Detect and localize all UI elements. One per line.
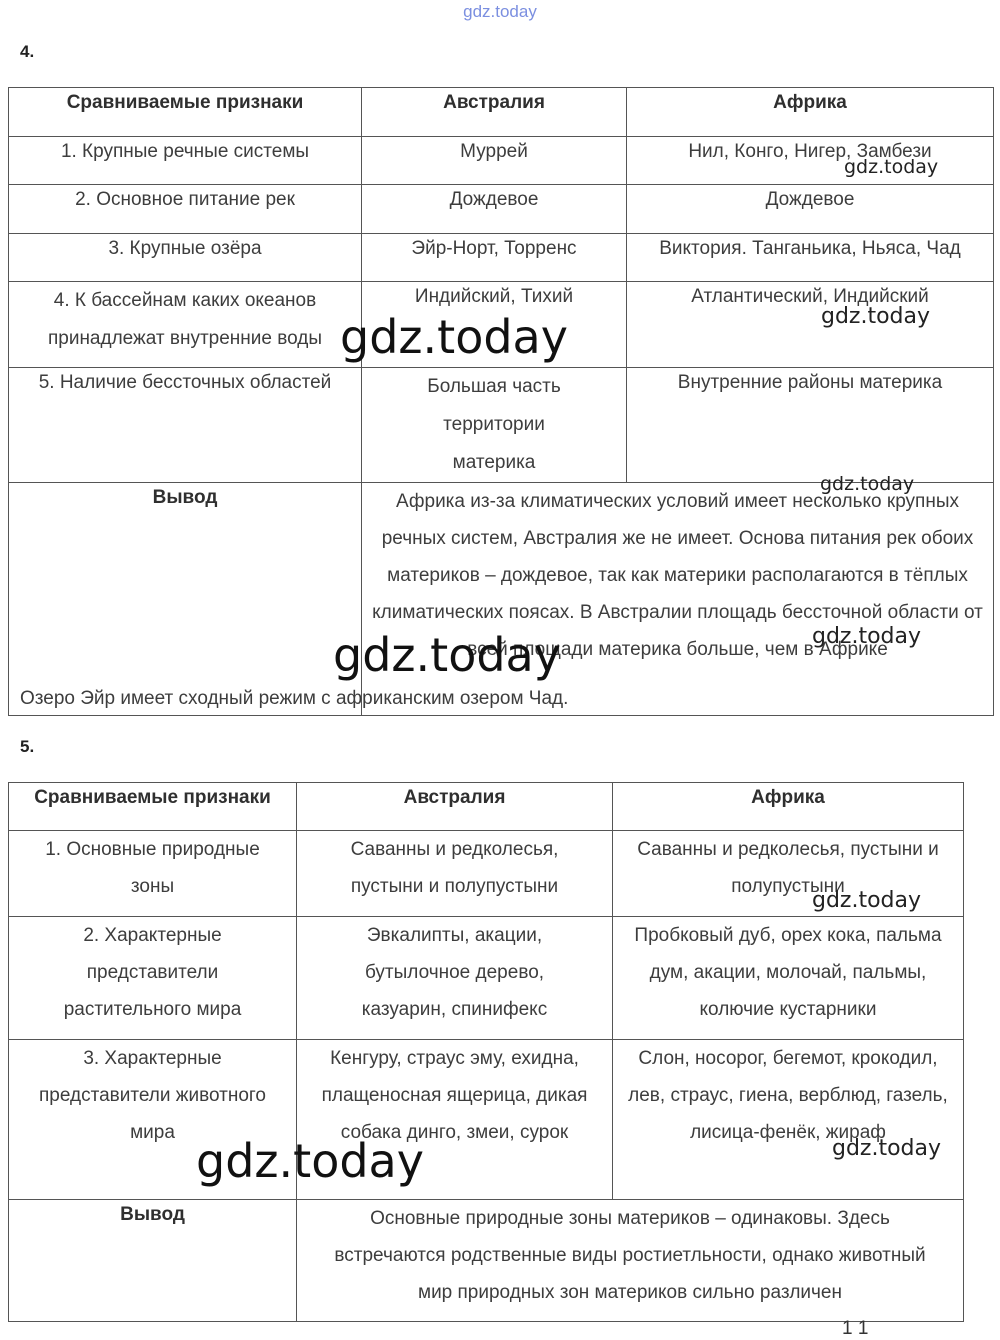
footer-fragment: 1 1 <box>842 1318 869 1339</box>
table-row <box>9 185 994 234</box>
australia-cell: Эйр-Норт, Торренс <box>362 234 627 282</box>
africa-cell: Атлантический, Индийский <box>627 282 994 368</box>
africa-cell: Виктория. Танганьика, Ньяса, Чад <box>627 234 994 282</box>
table-header-row <box>9 88 994 137</box>
column-header-feature: Сравниваемые признаки <box>9 88 362 137</box>
conclusion-label: Вывод <box>9 483 362 716</box>
task-4-table <box>8 87 994 716</box>
task-5-number: 5. <box>20 737 35 756</box>
africa-cell: Слон, носорог, бегемот, крокодил, лев, страус, гиена, верблюд, газель, лисица-фенёк, жираф <box>613 1040 964 1200</box>
watermark-small: gdz.today <box>820 473 915 495</box>
australia-cell: Дождевое <box>362 185 627 234</box>
africa-cell: Нил, Конго, Нигер, Замбези <box>627 137 994 185</box>
column-header-africa: Африка <box>613 783 964 831</box>
watermark-small: gdz.today <box>832 1136 942 1161</box>
australia-cell: Кенгуру, страус эму, ехидна, плащеносная ящерица, дикая собака динго, змеи, сурок <box>297 1040 613 1200</box>
africa-cell: Дождевое <box>627 185 994 234</box>
task-4-number: 4. <box>20 42 35 61</box>
australia-cell: Эвкалипты, акации, бутылочное дерево, казуарин, спинифекс <box>297 917 613 1040</box>
task-4-note: Озеро Эйр имеет сходный режим с африканским озером Чад. <box>20 688 569 709</box>
feature-cell: 5. Наличие бессточных областей <box>9 368 362 483</box>
column-header-africa: Африка <box>627 88 994 137</box>
conclusion-text: Африка из-за климатических условий имеет несколько крупных речных систем, Австралия же не имеет. Основа питания рек обоих материков – дождевое, так как материки располагаются в тёплых климатических поясах. В Австралии площадь бессточной области от всей площади материка больше, чем в Африке <box>362 483 994 716</box>
table-row <box>9 234 994 282</box>
feature-cell: 1. Основные природные зоны <box>9 831 297 917</box>
africa-cell: Саванны и редколесья, пустыни и полупустыни <box>613 831 964 917</box>
watermark-big: gdz.today <box>333 628 561 682</box>
australia-cell: Саванны и редколесья, пустыни и полупустыни <box>297 831 613 917</box>
column-header-feature: Сравниваемые признаки <box>9 783 297 831</box>
feature-cell: 2. Характерные представители растительного мира <box>9 917 297 1040</box>
table-row <box>9 368 994 483</box>
watermark-small: gdz.today <box>812 888 922 913</box>
feature-cell: 4. К бассейнам каких океанов принадлежат внутренние воды <box>9 282 362 368</box>
header-watermark: gdz.today <box>463 2 537 21</box>
australia-cell: Индийский, Тихий <box>362 282 627 368</box>
africa-cell: Внутренние районы материка <box>627 368 994 483</box>
watermark-small: gdz.today <box>844 156 939 178</box>
table-header-row <box>9 783 964 831</box>
feature-cell: 2. Основное питание рек <box>9 185 362 234</box>
table-row <box>9 917 964 1040</box>
watermark-big: gdz.today <box>196 1134 424 1188</box>
task-5-table <box>8 782 964 1322</box>
watermark-small: gdz.today <box>821 304 931 329</box>
australia-cell: Муррей <box>362 137 627 185</box>
column-header-australia: Австралия <box>362 88 627 137</box>
feature-cell: 3. Характерные представители животного мира <box>9 1040 297 1200</box>
conclusion-row <box>9 1200 964 1322</box>
australia-cell: Большая часть территории материка <box>362 368 627 483</box>
watermark-big: gdz.today <box>340 310 568 364</box>
feature-cell: 3. Крупные озёра <box>9 234 362 282</box>
table-row <box>9 1040 964 1200</box>
conclusion-text: Основные природные зоны материков – одинаковы. Здесь встречаются родственные виды ростиетльности, однако животный мир природных зон материков сильно различен <box>297 1200 964 1322</box>
feature-cell: 1. Крупные речные системы <box>9 137 362 185</box>
watermark-small: gdz.today <box>812 624 922 649</box>
africa-cell: Пробковый дуб, орех кока, пальма дум, акации, молочай, пальмы, колючие кустарники <box>613 917 964 1040</box>
column-header-australia: Австралия <box>297 783 613 831</box>
conclusion-label: Вывод <box>9 1200 297 1322</box>
